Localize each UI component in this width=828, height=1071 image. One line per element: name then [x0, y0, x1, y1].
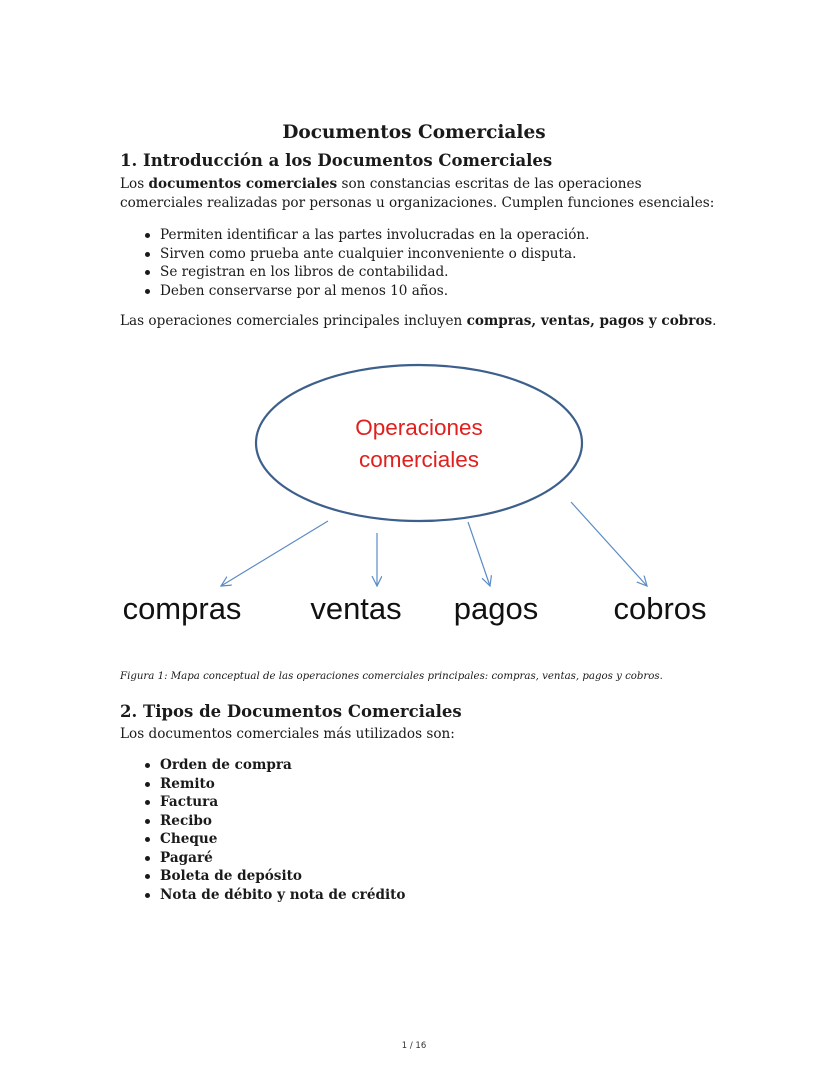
list-item: Sirven como prueba ante cualquier inconveniente o disputa. [160, 245, 589, 264]
section-1-heading: 1. Introducción a los Documentos Comerciales [120, 151, 553, 170]
operations-paragraph [120, 312, 720, 331]
operations-bold-terms: compras, ventas, pagos y cobros [466, 313, 713, 329]
arrow-to-cobros [571, 502, 647, 586]
functions-list [120, 226, 589, 300]
node-compras: compras [122, 591, 242, 626]
document-title: Documentos Comerciales [282, 122, 546, 143]
center-ellipse [256, 365, 582, 521]
list-item: Nota de débito y nota de crédito [160, 886, 406, 903]
list-item: Permiten identificar a las partes involucradas en la operación. [160, 227, 590, 243]
node-pagos: pagos [453, 591, 539, 626]
center-label-line2: comerciales [358, 447, 480, 472]
intro-paragraph [120, 175, 720, 212]
operations-text-end: . [712, 313, 717, 329]
list-item: Cheque [160, 830, 406, 849]
list-item: Orden de compra [160, 756, 406, 775]
list-item: Se registran en los libros de contabilidad. [160, 263, 589, 282]
node-ventas: ventas [310, 591, 402, 626]
list-item: Boleta de depósito [160, 867, 406, 886]
center-label-line1: Operaciones [355, 415, 483, 440]
page-number: 1 / 16 [401, 1041, 427, 1051]
list-item: Deben conservarse por al menos 10 años. [160, 282, 589, 301]
intro-text-start: Los [120, 176, 149, 192]
intro-bold-term: documentos comerciales [148, 176, 338, 192]
figure-caption: Figura 1: Mapa conceptual de las operaciones comerciales principales: compras, ventas, pagos y cobros. [120, 671, 663, 682]
document-types-list [120, 756, 406, 904]
operations-text-start: Las operaciones comerciales principales incluyen [120, 313, 467, 329]
list-item: Pagaré [160, 849, 406, 868]
section-2-intro: Los documentos comerciales más utilizados son: [120, 726, 455, 742]
list-item: Factura [160, 793, 406, 812]
list-item: Recibo [160, 812, 406, 831]
arrow-to-pagos [468, 522, 490, 586]
node-cobros: cobros [613, 591, 707, 626]
arrow-to-compras [221, 521, 328, 586]
list-item: Remito [160, 775, 406, 794]
section-2-heading: 2. Tipos de Documentos Comerciales [120, 702, 462, 721]
intro-text-end: son constancias escritas de las operaciones comerciales realizadas por personas u organizaciones. Cumplen funciones esenciales: [120, 176, 715, 211]
concept-map-figure [0, 360, 828, 660]
